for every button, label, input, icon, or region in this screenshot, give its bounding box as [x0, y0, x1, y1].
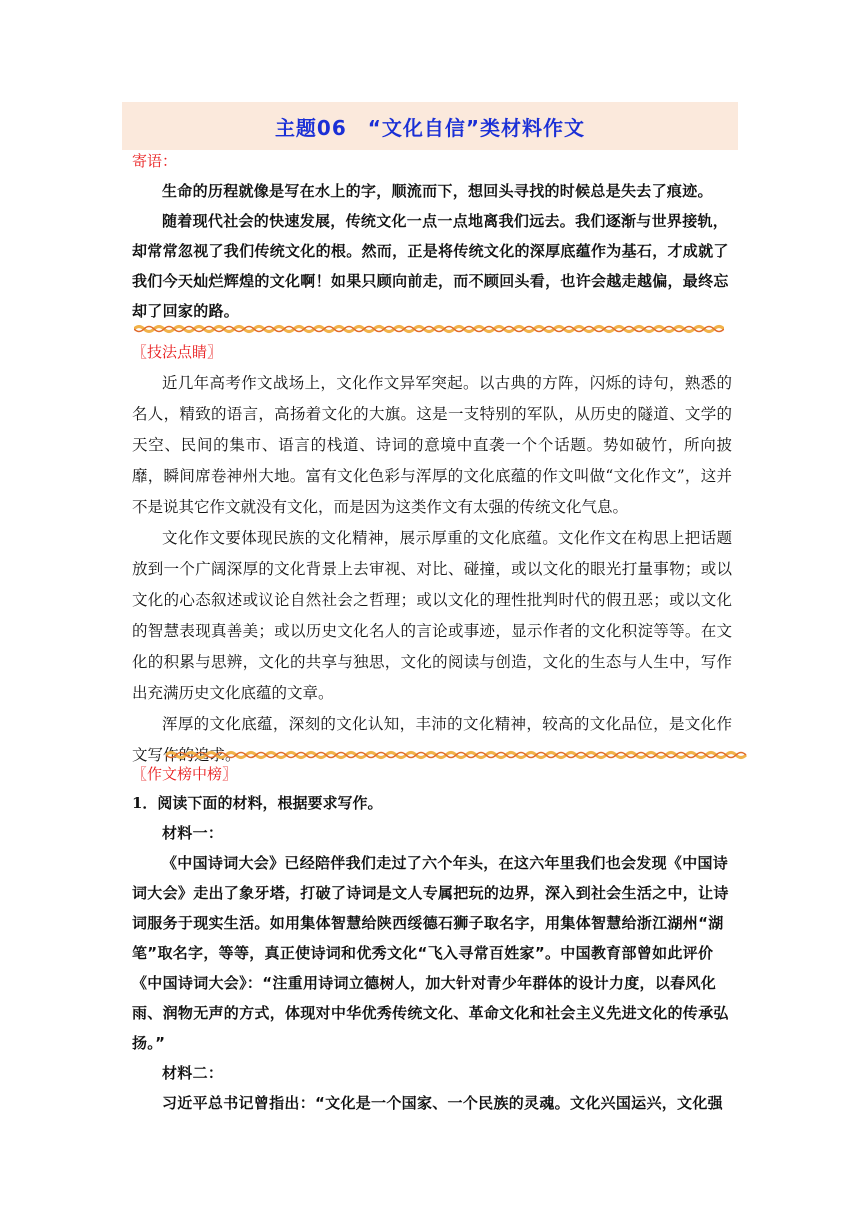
- material2-text: 习近平总书记曾指出：“文化是一个国家、一个民族的灵魂。文化兴国运兴，文化强: [162, 1094, 723, 1112]
- jiyu-paragraph-1: 生命的历程就像是写在水上的字，顺流而下，想回头寻找的时候总是失去了痕迹。: [162, 182, 713, 200]
- zuowen-section: [132, 762, 732, 1118]
- jifa-paragraph-2: 文化作文要体现民族的文化精神，展示厚重的文化底蕴。文化作文在构思上把话题放到一个广阔深厚的文化背景上去审视、对比、碰撞，或以文化的眼光打量事物；或以文化的心态叙述或议论自然社会之哲理；或以文化的理性批判时代的假丑恶；或以文化的智慧表现真善美；或以历史文化名人的言论或事迹，显示作者的文化积淀等等。在文化的积累与思辨，文化的共享与独思，文化的阅读与创造，文化的生态与人生中，写作出充满历史文化底蕴的文章。: [132, 529, 732, 702]
- question-heading: 1．阅读下面的材料，根据要求写作。: [132, 794, 383, 812]
- material2-label: 材料二：: [162, 1064, 224, 1082]
- zuowen-label: 〖作文榜中榜〗: [132, 765, 238, 783]
- jifa-section: [132, 340, 732, 771]
- jiyu-label: 寄语：: [132, 152, 178, 170]
- jiyu-body: [132, 176, 732, 326]
- wave-divider-icon: [166, 750, 752, 760]
- zuowen-body: [132, 818, 732, 1118]
- material1-text: 《中国诗词大会》已经陪伴我们走过了六个年头，在这六年里我们也会发现《中国诗词大会》走出了象牙塔，打破了诗词是文人专属把玩的边界，深入到社会生活之中，让诗词服务于现实生活。如用集体智慧给陕西绥德石狮子取名字，用集体智慧给浙江湖州“湖笔”取名字，等等，真正使诗词和优秀文化“飞入寻常百姓家”。中国教育部曾如此评价《中国诗词大会》：“注重用诗词立德树人，加大针对青少年群体的设计力度，以春风化雨、润物无声的方式，体现对中华优秀传统文化、革命文化和社会主义先进文化的传承弘扬。”: [132, 854, 729, 1052]
- jiyu-paragraph-2: 随着现代社会的快速发展，传统文化一点一点地离我们远去。我们逐渐与世界接轨，却常常忽视了我们传统文化的根。然而，正是将传统文化的深厚底蕴作为基石，才成就了我们今天灿烂辉煌的文化啊！如果只顾向前走，而不顾回头看，也许会越走越偏，最终忘却了回家的路。: [132, 212, 729, 320]
- wave-divider-1: [134, 324, 724, 334]
- jifa-label: 〖技法点睛〗: [132, 343, 223, 361]
- title-banner: [122, 102, 738, 150]
- jifa-body: [132, 368, 732, 771]
- wave-divider-icon: [134, 324, 724, 334]
- jifa-paragraph-1: 近几年高考作文战场上，文化作文异军突起。以古典的方阵，闪烁的诗句，熟悉的名人，精致的语言，高扬着文化的大旗。这是一支特别的军队，从历史的隧道、文学的天空、民间的集市、语言的栈道、诗词的意境中直袭一个个话题。势如破竹，所向披靡，瞬间席卷神州大地。富有文化色彩与浑厚的文化底蕴的作文叫做“文化作文”，这并不是说其它作文就没有文化，而是因为这类作文有太强的传统文化气息。: [132, 374, 732, 516]
- jiyu-section: [132, 150, 732, 326]
- material1-label: 材料一：: [162, 824, 224, 842]
- jifa-paragraph-3: 浑厚的文化底蕴，深刻的文化认知，丰沛的文化精神，较高的文化品位，是文化作文写作的追求。: [132, 715, 732, 764]
- page-title: 主题06 “文化自信”类材料作文: [274, 115, 586, 140]
- wave-divider-2: [166, 750, 752, 760]
